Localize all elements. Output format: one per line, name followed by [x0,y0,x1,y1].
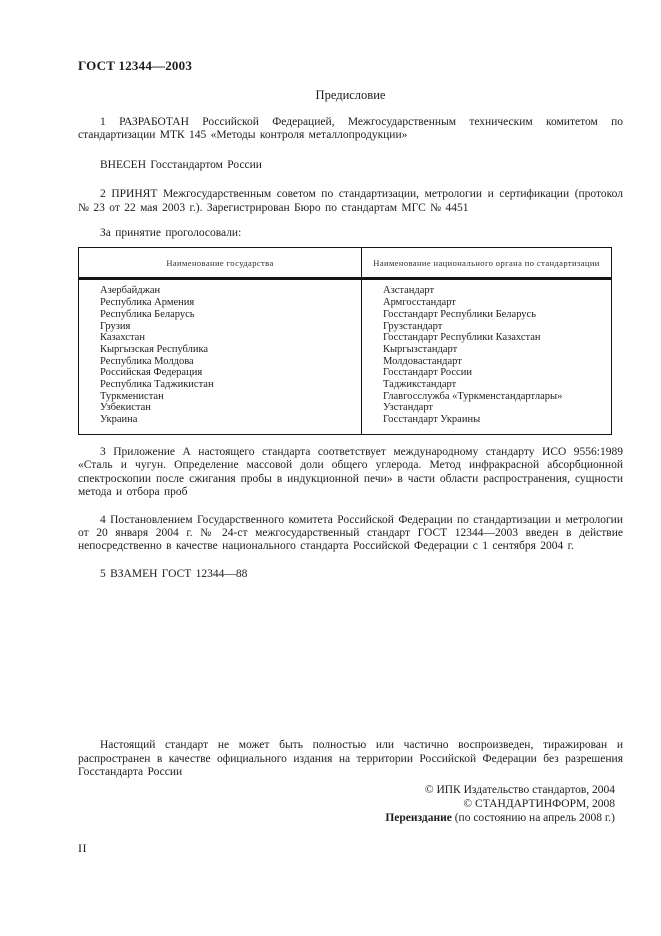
reissue-word: Переиздание [385,812,452,825]
paragraph-adopted: 2 ПРИНЯТ Межгосударственным советом по стандартизации, метрологии и сертификации (протокол № 23 от 22 мая 2003 г.). Зарегистрирован Бюро по стандартам МГС № 4451 [78,188,623,214]
state-cell: Республика Армения [79,297,362,309]
table-row [79,332,612,344]
table-row [79,414,612,434]
state-cell: Украина [79,414,362,434]
body-cell: Азстандарт [362,279,612,297]
body-cell: Главгосслужба «Туркменстандартлары» [362,391,612,403]
paragraph-developed: 1 РАЗРАБОТАН Российской Федерацией, Межгосударственным техническим комитетом по стандартизации МТК 145 «Методы контроля металлопродукции» [78,116,623,142]
table-row [79,279,612,297]
body-cell: Кыргызстандарт [362,344,612,356]
table-row [79,379,612,391]
voting-table [78,247,612,434]
body-cell: Грузстандарт [362,321,612,333]
table-header-row [79,248,612,279]
copyright-line-1: © ИПК Издательство стандартов, 2004 [424,784,615,797]
copyright-line-2: © СТАНДАРТИНФОРМ, 2008 [463,798,615,811]
state-cell: Республика Молдова [79,356,362,368]
body-cell: Госстандарт России [362,367,612,379]
state-cell: Российская Федерация [79,367,362,379]
state-cell: Туркменистан [79,391,362,403]
table-row [79,391,612,403]
page-number: II [78,841,87,856]
reissue-line [78,811,615,825]
page-content [78,58,623,856]
body-cell: Таджикстандарт [362,379,612,391]
table-row [79,356,612,368]
table-row [79,321,612,333]
state-cell: Узбекистан [79,402,362,414]
state-cell: Республика Беларусь [79,309,362,321]
paragraph-replaces: 5 ВЗАМЕН ГОСТ 12344—88 [100,567,248,580]
paragraph-submitted: ВНЕСЕН Госстандартом России [100,158,262,171]
table-row [79,297,612,309]
state-cell: Казахстан [79,332,362,344]
table-row [79,344,612,356]
body-cell: Госстандарт Республики Казахстан [362,332,612,344]
body-cell: Госстандарт Республики Беларусь [362,309,612,321]
table-header-body: Наименование национального органа по стандартизации [362,248,612,279]
body-cell: Госстандарт Украины [362,414,612,434]
body-cell: Узстандарт [362,402,612,414]
page-title: Предисловие [315,88,386,102]
state-cell: Азербайджан [79,279,362,297]
state-cell: Кыргызская Республика [79,344,362,356]
body-cell: Молдовастандарт [362,356,612,368]
restriction-notice: Настоящий стандарт не может быть полностью или частично воспроизведен, тиражирован и распространен в качестве официального издания на территории Российской Федерации без разрешения Госстандарта России [78,739,623,778]
table-row [79,367,612,379]
imprint-block [78,783,615,825]
state-cell: Грузия [79,321,362,333]
paragraph-voted-label: За принятие проголосовали: [100,227,242,240]
paragraph-annex: 3 Приложение А настоящего стандарта соответствует международному стандарту ИСО 9556:1989 «Сталь и чугун. Определение массовой доли общего углерода. Метод инфракрасной абсорбционной спектроскопии после сжигания пробы в индукционной печи» в части области распространения, сущности метода и отбора проб [78,445,623,499]
body-cell: Армгосстандарт [362,297,612,309]
doc-code: ГОСТ 12344—2003 [78,58,193,73]
paragraph-enacted: 4 Постановлением Государственного комитета Российской Федерации по стандартизации и метрологии от 20 января 2004 г. № 24-ст межгосударственный стандарт ГОСТ 12344—2003 введен в действие непосредственно в качестве национального стандарта Российской Федерации с 1 сентября 2004 г. [78,513,623,553]
state-cell: Республика Таджикистан [79,379,362,391]
table-row [79,309,612,321]
table-row [79,402,612,414]
table-header-state: Наименование государства [79,248,362,279]
reissue-rest: (по состоянию на апрель 2008 г.) [451,812,615,825]
